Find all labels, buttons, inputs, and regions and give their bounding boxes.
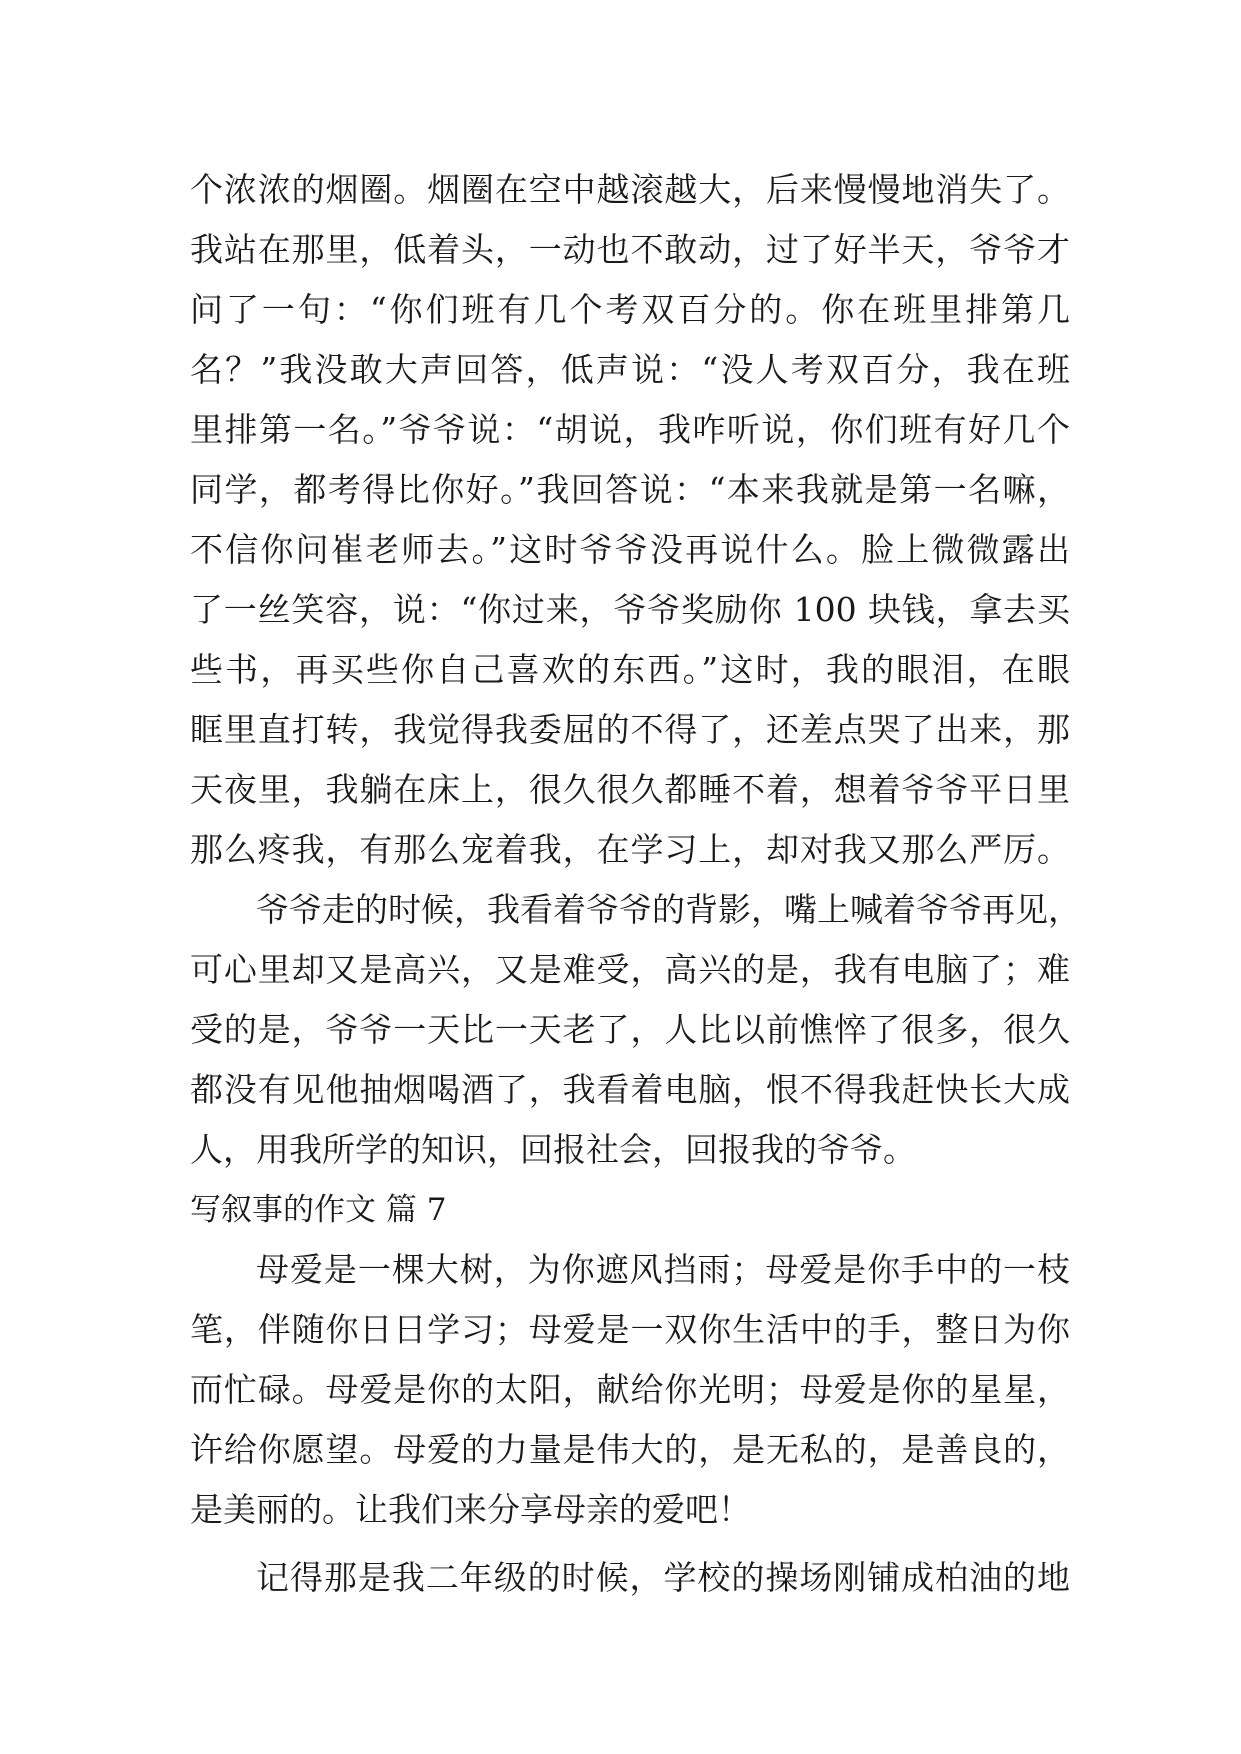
document-body — [190, 160, 1081, 1608]
text-line: 受的是，爷爷一天比一天老了，人比以前憔悴了很多，很久 — [190, 1010, 1070, 1049]
text-line: 而忙碌。母爱是你的太阳，献给你光明；母爱是你的星星， — [190, 1370, 1070, 1409]
text-line: 人，用我所学的知识，回报社会，回报我的爷爷。 — [190, 1130, 916, 1169]
paragraph-3 — [190, 1240, 1070, 1540]
text-line: 那么疼我，有那么宠着我，在学习上，却对我又那么严厉。 — [190, 830, 1070, 869]
section-heading: 写叙事的作文 篇 7 — [190, 1192, 447, 1228]
text-line: 名？”我没敢大声回答，低声说：“没人考双百分，我在班 — [190, 350, 1070, 389]
text-line: 不信你问崔老师去。”这时爷爷没再说什么。脸上微微露出 — [190, 530, 1070, 569]
text-line: 了一丝笑容，说：“你过来，爷爷奖励你 100 块钱，拿去买 — [190, 590, 1070, 629]
text-line: 都没有见他抽烟喝酒了，我看着电脑，恨不得我赶快长大成 — [190, 1070, 1070, 1109]
text-line: 个浓浓的烟圈。烟圈在空中越滚越大，后来慢慢地消失了。 — [190, 170, 1070, 209]
text-line: 天夜里，我躺在床上，很久很久都睡不着，想着爷爷平日里 — [190, 770, 1070, 809]
text-line: 爷爷走的时候，我看着爷爷的背影，嘴上喊着爷爷再见， — [256, 890, 1081, 929]
text-line: 眶里直打转，我觉得我委屈的不得了，还差点哭了出来，那 — [190, 710, 1070, 749]
text-line: 可心里却又是高兴，又是难受，高兴的是，我有电脑了；难 — [190, 950, 1070, 989]
text-line: 里排第一名。”爷爷说：“胡说，我咋听说，你们班有好几个 — [190, 410, 1070, 449]
text-line: 我站在那里，低着头，一动也不敢动，过了好半天，爷爷才 — [190, 230, 1070, 269]
text-line: 许给你愿望。母爱的力量是伟大的，是无私的，是善良的， — [190, 1430, 1070, 1469]
text-line: 些书，再买些你自己喜欢的东西。”这时，我的眼泪，在眼 — [190, 650, 1070, 689]
text-line: 笔，伴随你日日学习；母爱是一双你生活中的手，整日为你 — [190, 1310, 1070, 1349]
paragraph-4 — [190, 1548, 1070, 1608]
text-line: 母爱是一棵大树，为你遮风挡雨；母爱是你手中的一枝 — [256, 1250, 1070, 1289]
text-line: 是美丽的。让我们来分享母亲的爱吧！ — [190, 1490, 751, 1529]
paragraph-1 — [190, 160, 1070, 880]
text-line: 记得那是我二年级的时候，学校的操场刚铺成柏油的地 — [256, 1558, 1070, 1597]
paragraph-2 — [190, 880, 1081, 1180]
paragraph-spacer — [190, 1540, 1070, 1548]
text-line: 同学，都考得比你好。”我回答说：“本来我就是第一名嘛， — [190, 470, 1070, 509]
text-line: 问了一句：“你们班有几个考双百分的。你在班里排第几 — [190, 290, 1070, 329]
